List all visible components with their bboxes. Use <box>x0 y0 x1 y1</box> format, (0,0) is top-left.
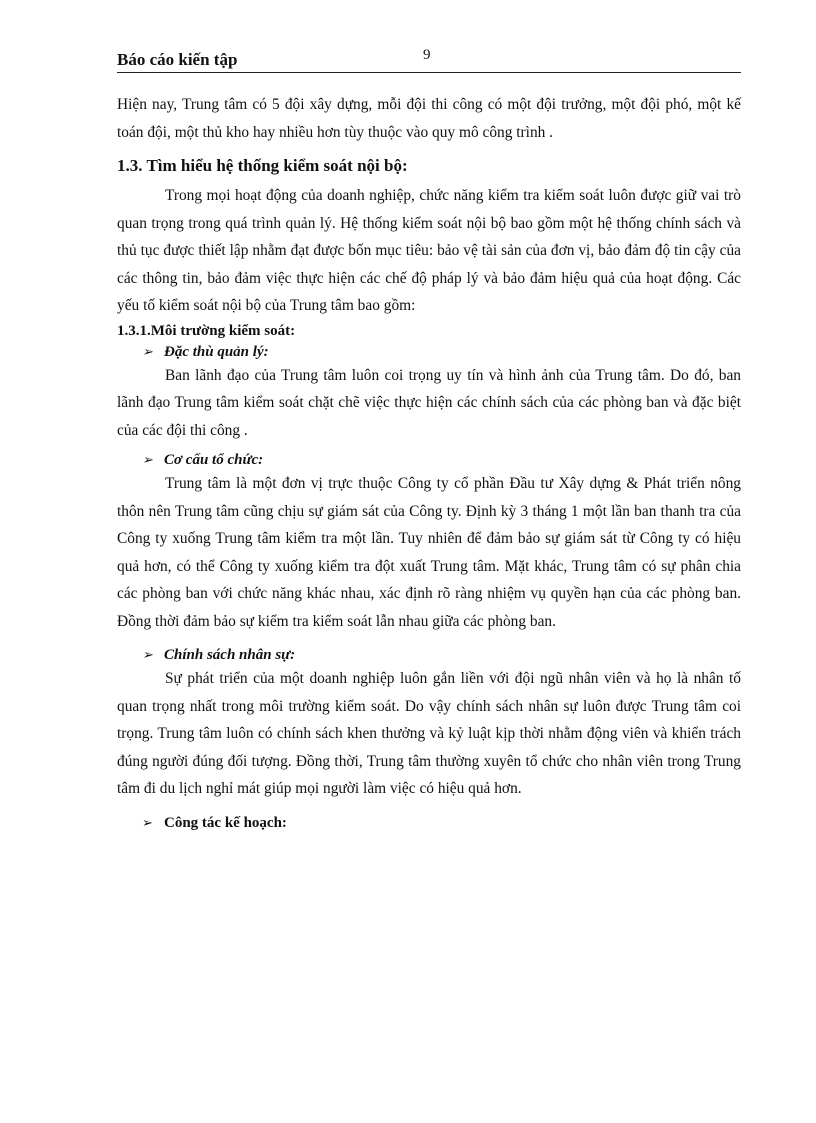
section-heading-1-3-1: 1.3.1.Môi trường kiểm soát: <box>117 322 296 339</box>
bullet-title: Công tác kế hoạch: <box>164 814 287 831</box>
arrow-bullet-icon: ➢ <box>142 814 153 830</box>
item-paragraph: Ban lãnh đạo của Trung tâm luôn coi trọng uy tín và hình ảnh của Trung tâm. Do đó, ban lãnh đạo Trung tâm kiểm soát chặt chẽ việc thực hiện các chính sách của các phòng ban và đặc biệt của các đội thi công . <box>117 366 741 439</box>
bullet-title: Chính sách nhân sự: <box>164 647 296 663</box>
item-paragraph: Sự phát triển của một doanh nghiệp luôn gắn liền với đội ngũ nhân viên và họ là nhân tố quan trọng nhất trong môi trường kiểm soát. Do vậy chính sách nhân sự luôn được Trung tâm coi trọng. Trung tâm luôn có chính sách khen thưởng và kỷ luật kịp thời nhằm động viên và khiển trách đúng người đúng đối tượng. Đồng thời, Trung tâm thường xuyên tổ chức cho nhân viên trong Trung tâm đi du lịch nghỉ mát giúp mọi người làm việc có hiệu quả hơn. <box>117 670 741 797</box>
arrow-bullet-icon: ➢ <box>142 343 153 359</box>
bullet-title: Cơ cấu tổ chức: <box>164 452 264 468</box>
item-paragraph: Trung tâm là một đơn vị trực thuộc Công ty cổ phần Đầu tư Xây dựng & Phát triển nông thôn nên Trung tâm cũng chịu sự giám sát của Công ty. Định kỳ 3 tháng 1 một lần ban thanh tra của Công ty xuống Trung tâm kiểm tra một lần. Tuy nhiên để đảm bảo sự giám sát từ Công ty có hiệu quả hơn, có thể Công ty xuống kiểm tra đột xuất Trung tâm. Mặt khác, Trung tâm có sự phân chia các phòng ban với chức năng khác nhau, xác định rõ ràng nhiệm vụ quyền hạn của các phòng ban. Đồng thời đảm bảo sự kiểm tra kiểm soát lẫn nhau giữa các phòng ban. <box>117 475 741 630</box>
document-body <box>117 91 741 833</box>
section-1-3-paragraph: Trong mọi hoạt động của doanh nghiệp, chức năng kiểm tra kiểm soát luôn được giữ vai trò quan trọng trong quá trình quản lý. Hệ thống kiểm soát nội bộ bao gồm một hệ thống chính sách và thủ tục được thiết lập nhằm đạt được bốn mục tiêu: bảo vệ tài sản của đơn vị, bảo đảm độ tin cậy của các thông tin, bảo đảm việc thực hiện các chế độ pháp lý và bảo đảm hiệu quả của hoạt động. Các yếu tố kiểm soát nội bộ của Trung tâm bao gồm: <box>117 187 741 314</box>
intro-paragraph: Hiện nay, Trung tâm có 5 đội xây dựng, mỗi đội thi công có một đội trưởng, một đội phó, một kế toán đội, một thủ kho hay nhiều hơn tùy thuộc vào quy mô công trình . <box>117 96 741 141</box>
page-number: 9 <box>423 47 431 63</box>
bullet-co-cau-to-chuc <box>142 450 741 470</box>
bullet-title: Đặc thù quản lý: <box>164 343 269 360</box>
bullet-chinh-sach-nhan-su <box>142 645 741 665</box>
bullet-dac-thu-quan-ly <box>142 342 741 362</box>
arrow-bullet-icon: ➢ <box>142 647 153 662</box>
page-header <box>117 46 741 73</box>
header-title: Báo cáo kiến tập <box>117 50 238 69</box>
bullet-cong-tac-ke-hoach <box>142 813 741 833</box>
arrow-bullet-icon: ➢ <box>142 452 153 467</box>
section-heading-1-3: 1.3. Tìm hiểu hệ thống kiểm soát nội bộ: <box>117 156 408 175</box>
